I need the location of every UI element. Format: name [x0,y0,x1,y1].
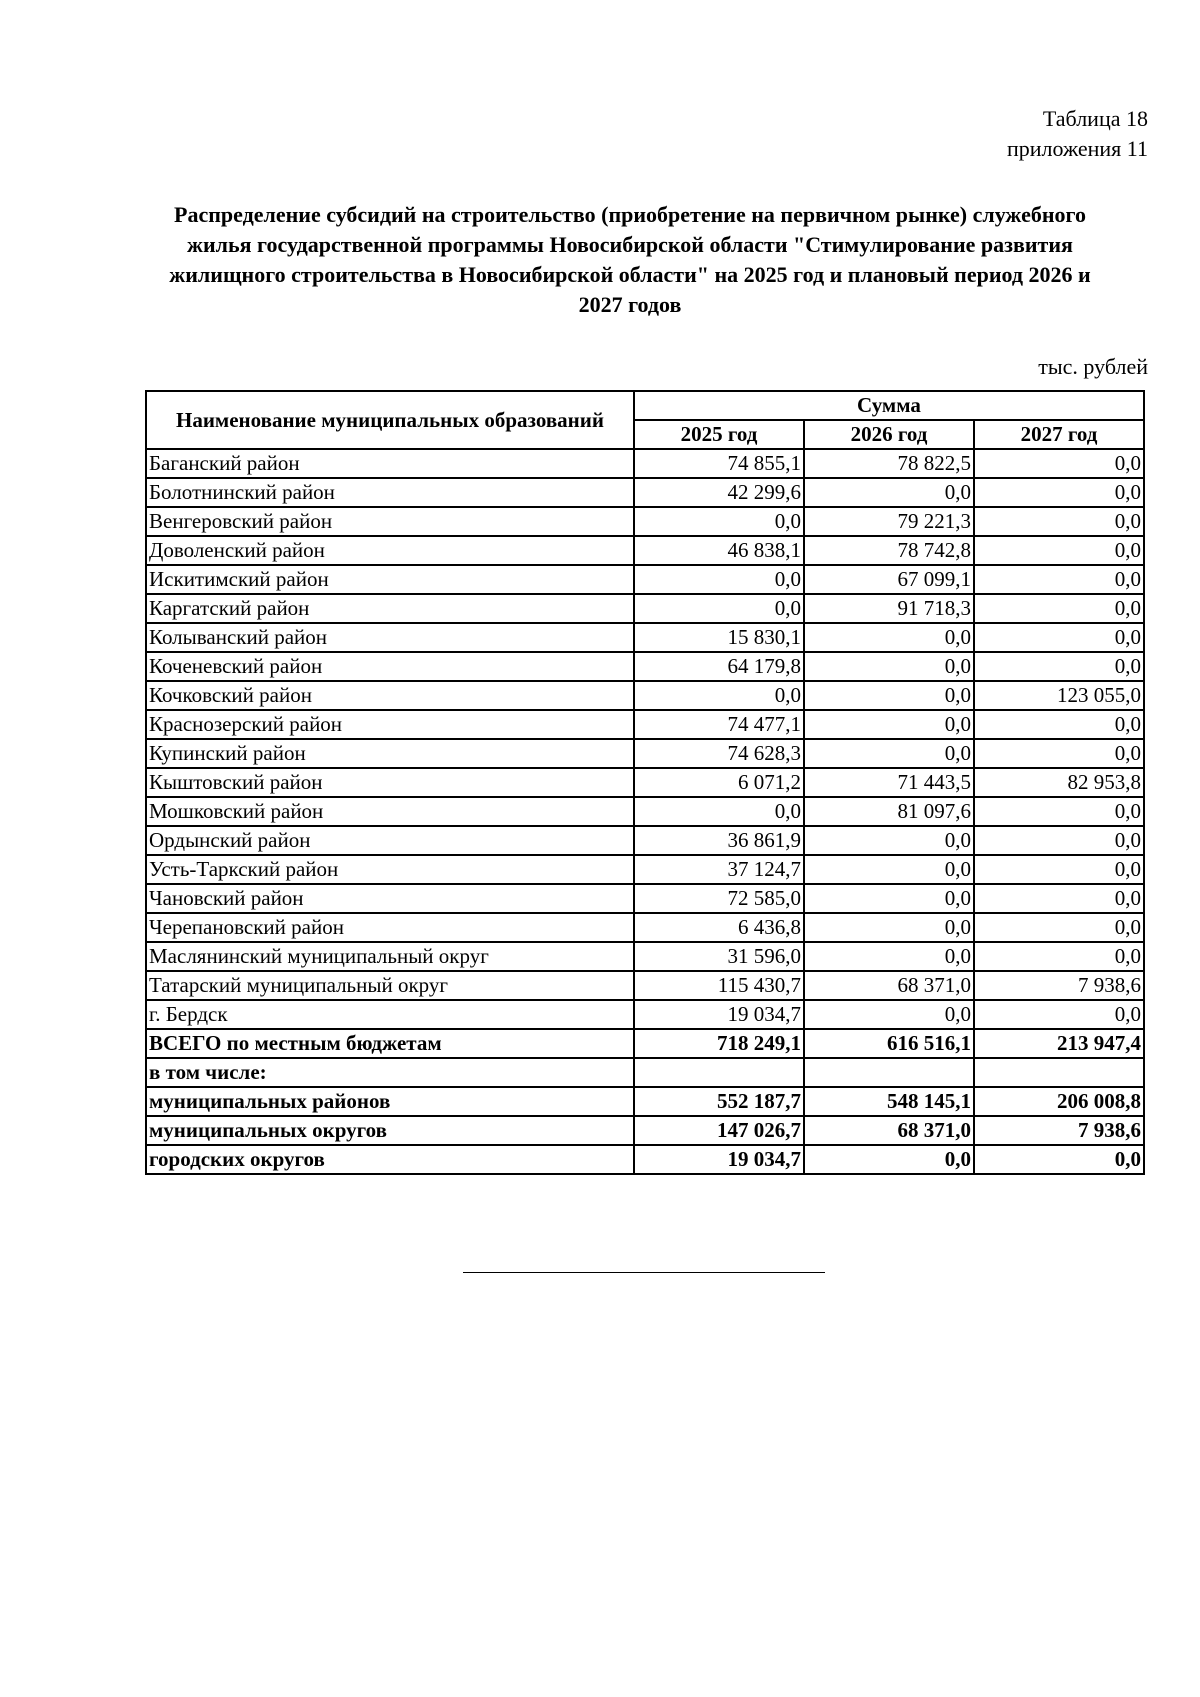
title-line: жилищного строительства в Новосибирской области" на 2025 год и плановый период 2026 и [169,262,1091,287]
value-cell-2025: 15 830,1 [634,623,804,652]
row-name-cell: Кыштовский район [146,768,634,797]
value-cell-2025: 46 838,1 [634,536,804,565]
value-cell-2025: 6 436,8 [634,913,804,942]
value-cell-2027: 0,0 [974,1000,1144,1029]
value-cell-2026: 68 371,0 [804,971,974,1000]
value-cell-2025: 19 034,7 [634,1145,804,1174]
row-name-cell: Черепановский район [146,913,634,942]
column-header-2026: 2026 год [804,420,974,449]
table-row [146,855,1144,884]
value-cell-2027: 0,0 [974,710,1144,739]
table-row [146,652,1144,681]
table-number: Таблица 18 [1042,106,1148,131]
value-cell-2027: 206 008,8 [974,1087,1144,1116]
value-cell-2027: 0,0 [974,797,1144,826]
table-row [146,1116,1144,1145]
value-cell-2027: 0,0 [974,739,1144,768]
value-cell-2025: 72 585,0 [634,884,804,913]
value-cell-2025 [634,1058,804,1087]
row-name-cell: Кочковский район [146,681,634,710]
row-name-cell: г. Бердск [146,1000,634,1029]
row-name-cell: Купинский район [146,739,634,768]
value-cell-2027: 0,0 [974,884,1144,913]
table-row [146,565,1144,594]
value-cell-2027: 213 947,4 [974,1029,1144,1058]
row-name-cell: Мошковский район [146,797,634,826]
value-cell-2026: 0,0 [804,681,974,710]
column-header-name: Наименование муниципальных образований [146,391,634,449]
table-row [146,507,1144,536]
value-cell-2025: 552 187,7 [634,1087,804,1116]
value-cell-2025: 6 071,2 [634,768,804,797]
row-name-cell: муниципальных округов [146,1116,634,1145]
value-cell-2026: 0,0 [804,710,974,739]
value-cell-2026: 81 097,6 [804,797,974,826]
value-cell-2025: 37 124,7 [634,855,804,884]
value-cell-2026: 0,0 [804,652,974,681]
row-name-cell: Усть-Таркский район [146,855,634,884]
value-cell-2026: 0,0 [804,913,974,942]
value-cell-2025: 0,0 [634,797,804,826]
table-row [146,884,1144,913]
value-cell-2026: 0,0 [804,826,974,855]
value-cell-2025: 74 628,3 [634,739,804,768]
value-cell-2026: 79 221,3 [804,507,974,536]
table-row [146,1058,1144,1087]
column-header-sum: Сумма [634,391,1144,420]
table-row [146,594,1144,623]
value-cell-2025: 115 430,7 [634,971,804,1000]
row-name-cell: Ордынский район [146,826,634,855]
table-row [146,971,1144,1000]
value-cell-2026: 0,0 [804,478,974,507]
appendix-reference [1007,104,1148,164]
value-cell-2027: 0,0 [974,942,1144,971]
value-cell-2025: 74 477,1 [634,710,804,739]
subsidy-table [145,390,1145,1175]
value-cell-2026: 0,0 [804,1145,974,1174]
value-cell-2026 [804,1058,974,1087]
value-cell-2026: 91 718,3 [804,594,974,623]
row-name-cell: Колыванский район [146,623,634,652]
value-cell-2027: 0,0 [974,652,1144,681]
value-cell-2026: 67 099,1 [804,565,974,594]
table-row [146,449,1144,478]
table-row [146,826,1144,855]
row-name-cell: Искитимский район [146,565,634,594]
table-body [146,449,1144,1174]
value-cell-2026: 0,0 [804,623,974,652]
value-cell-2026: 78 822,5 [804,449,974,478]
value-cell-2025: 0,0 [634,507,804,536]
value-cell-2027: 0,0 [974,507,1144,536]
value-cell-2027: 0,0 [974,594,1144,623]
footer-divider [463,1272,825,1273]
value-cell-2025: 36 861,9 [634,826,804,855]
table-row [146,1087,1144,1116]
row-name-cell: Каргатский район [146,594,634,623]
value-cell-2027: 7 938,6 [974,1116,1144,1145]
value-cell-2025: 64 179,8 [634,652,804,681]
value-cell-2027: 0,0 [974,565,1144,594]
value-cell-2026: 616 516,1 [804,1029,974,1058]
table-row [146,623,1144,652]
table-row [146,913,1144,942]
row-name-cell: городских округов [146,1145,634,1174]
title-line: жилья государственной программы Новосибирской области "Стимулирование развития [187,232,1073,257]
value-cell-2026: 0,0 [804,942,974,971]
table-row [146,739,1144,768]
row-name-cell: Татарский муниципальный округ [146,971,634,1000]
value-cell-2026: 71 443,5 [804,768,974,797]
value-cell-2027: 0,0 [974,913,1144,942]
value-cell-2027: 0,0 [974,623,1144,652]
title-line: Распределение субсидий на строительство (приобретение на первичном рынке) служебного [174,202,1086,227]
value-cell-2027: 0,0 [974,536,1144,565]
table-row [146,1145,1144,1174]
value-cell-2027: 0,0 [974,1145,1144,1174]
value-cell-2027: 0,0 [974,855,1144,884]
row-name-cell: в том числе: [146,1058,634,1087]
value-cell-2026: 68 371,0 [804,1116,974,1145]
value-cell-2027: 123 055,0 [974,681,1144,710]
table-row [146,768,1144,797]
value-cell-2025: 0,0 [634,681,804,710]
value-cell-2025: 0,0 [634,594,804,623]
value-cell-2025: 147 026,7 [634,1116,804,1145]
row-name-cell: ВСЕГО по местным бюджетам [146,1029,634,1058]
value-cell-2027 [974,1058,1144,1087]
column-header-2025: 2025 год [634,420,804,449]
value-cell-2025: 42 299,6 [634,478,804,507]
appendix-number: приложения 11 [1006,136,1148,161]
value-cell-2025: 0,0 [634,565,804,594]
row-name-cell: Доволенский район [146,536,634,565]
value-cell-2026: 0,0 [804,855,974,884]
value-cell-2025: 31 596,0 [634,942,804,971]
value-cell-2025: 74 855,1 [634,449,804,478]
row-name-cell: Краснозерский район [146,710,634,739]
value-cell-2026: 548 145,1 [804,1087,974,1116]
value-cell-2027: 7 938,6 [974,971,1144,1000]
title-line: 2027 годов [578,292,682,317]
table-row [146,681,1144,710]
value-cell-2027: 82 953,8 [974,768,1144,797]
value-cell-2027: 0,0 [974,826,1144,855]
row-name-cell: Чановский район [146,884,634,913]
value-cell-2027: 0,0 [974,449,1144,478]
document-title [130,200,1130,320]
units-label: тыс. рублей [1038,354,1148,379]
table-row [146,1000,1144,1029]
table-row [146,797,1144,826]
row-name-cell: Венгеровский район [146,507,634,536]
table-row [146,536,1144,565]
value-cell-2025: 718 249,1 [634,1029,804,1058]
value-cell-2026: 0,0 [804,739,974,768]
row-name-cell: Коченевский район [146,652,634,681]
value-cell-2026: 78 742,8 [804,536,974,565]
table-row [146,710,1144,739]
table-row [146,1029,1144,1058]
value-cell-2025: 19 034,7 [634,1000,804,1029]
table-row [146,478,1144,507]
row-name-cell: Болотнинский район [146,478,634,507]
row-name-cell: Маслянинский муниципальный округ [146,942,634,971]
value-cell-2027: 0,0 [974,478,1144,507]
column-header-2027: 2027 год [974,420,1144,449]
row-name-cell: муниципальных районов [146,1087,634,1116]
value-cell-2026: 0,0 [804,884,974,913]
row-name-cell: Баганский район [146,449,634,478]
table-row [146,942,1144,971]
value-cell-2026: 0,0 [804,1000,974,1029]
